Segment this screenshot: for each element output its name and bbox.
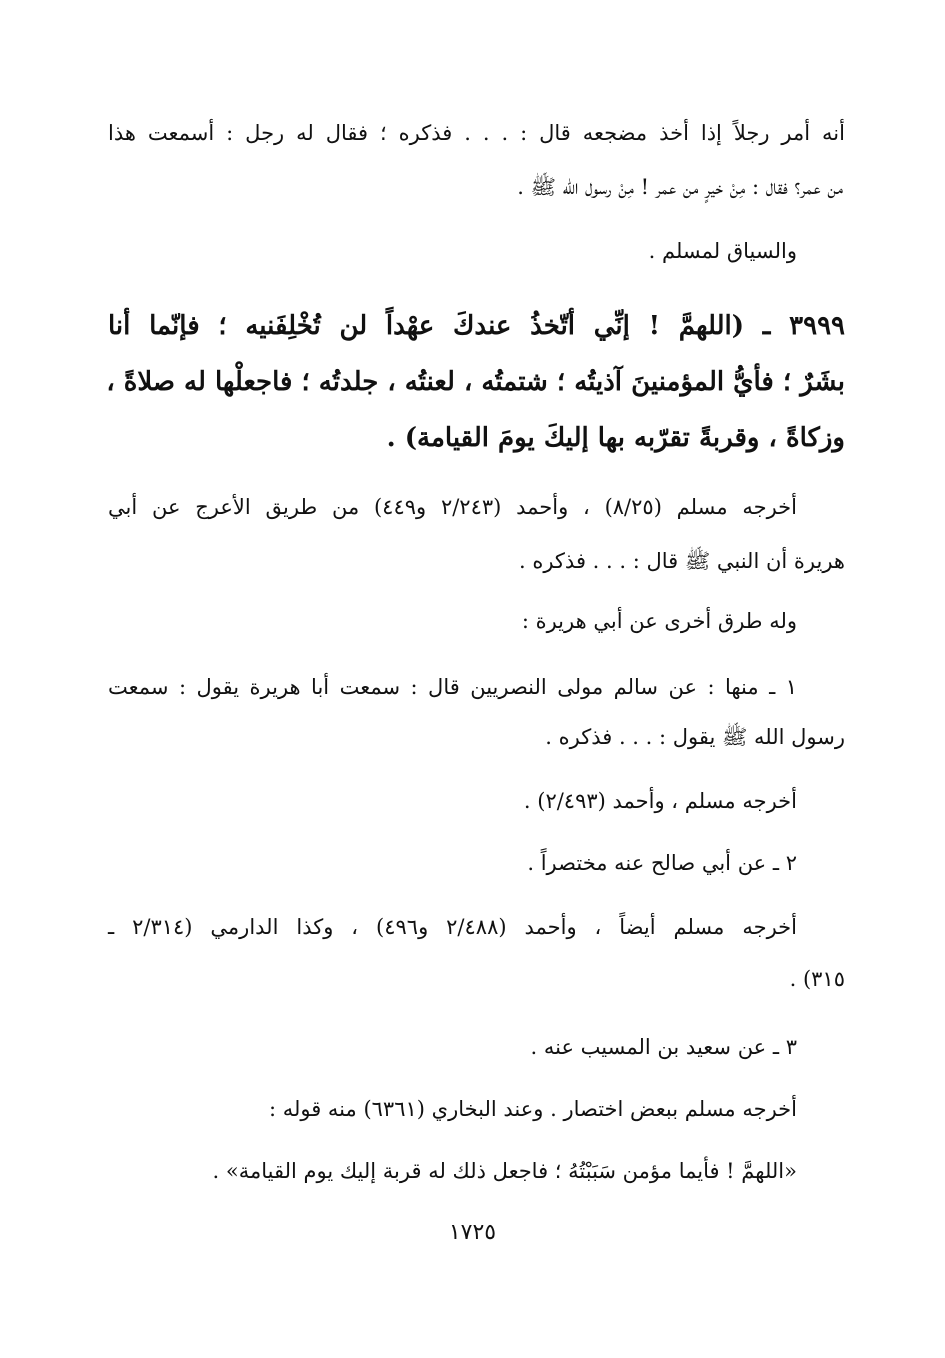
text-line-13: ٢ ـ عن أبي صالح عنه مختصراً . [527, 851, 797, 875]
text-line-9: وله طرق أخرى عن أبي هريرة : [521, 609, 797, 633]
text-line-11: رسول الله ﷺ يقول : . . . فذكره . [545, 725, 845, 749]
text-line-10: ١ ـ منها : عن سالم مولى النصريين قال : سمعت أبا هريرة يقول : سمعت [108, 675, 797, 699]
text-line-16: ٣ ـ عن سعيد بن المسيب عنه . [530, 1035, 797, 1059]
text-line-15: ٣١٥) . [789, 967, 845, 991]
text-line-8: هريرة أن النبي ﷺ قال : . . . فذكره . [518, 549, 845, 573]
text-line-18: «اللهمَّ ! فأيما مؤمن سَبَبْتُهُ ؛ فاجعل ذلك له قربة إليك يوم القيامة» . [212, 1159, 797, 1183]
text-line-2: من عمر؟ فقال : مِنْ خيرٍ من عمر ! مِنْ رسول الله ﷺ . [517, 175, 843, 199]
hadith-heading-line-2: بشَرٌ ؛ فأيُّ المؤمنينَ آذيتُه ؛ شتمتُه ، لعنتُه ، جلدتُه ؛ فاجعلْها له صلاةً ، [106, 367, 845, 397]
text-line-17: أخرجه مسلم ببعض اختصار . وعند البخاري (٦٣٦١) منه قوله : [268, 1097, 797, 1121]
text-line-12: أخرجه مسلم ، وأحمد (٢/٤٩٣) . [523, 789, 797, 813]
text-line-14: أخرجه مسلم أيضاً ، وأحمد (٢/٤٨٨ و٤٩٦) ، وكذا الدارمي (٢/٣١٤ ـ [108, 915, 797, 939]
hadith-heading-line-3: وزكاةً ، وقربةً تقرّبه بها إليكَ يومَ القيامة) . [386, 423, 845, 453]
text-line-3: والسياق لمسلم . [648, 239, 797, 263]
page-number: ١٧٢٥ [448, 1220, 497, 1245]
text-line-7: أخرجه مسلم (٨/٢٥) ، وأحمد (٢/٢٤٣ و٤٤٩) من طريق الأعرج عن أبي [108, 495, 797, 519]
text-line-1: أنه أمر رجلاً إذا أخذ مضجعه قال : . . . فذكره ؛ فقال له رجل : أسمعت هذا [108, 121, 845, 145]
hadith-heading-line-1: ٣٩٩٩ ـ (اللهمَّ ! إنِّي أتّخذُ عندكَ عهْداً لن تُخْلِفَنيه ؛ فإنّما أنا [108, 311, 845, 341]
